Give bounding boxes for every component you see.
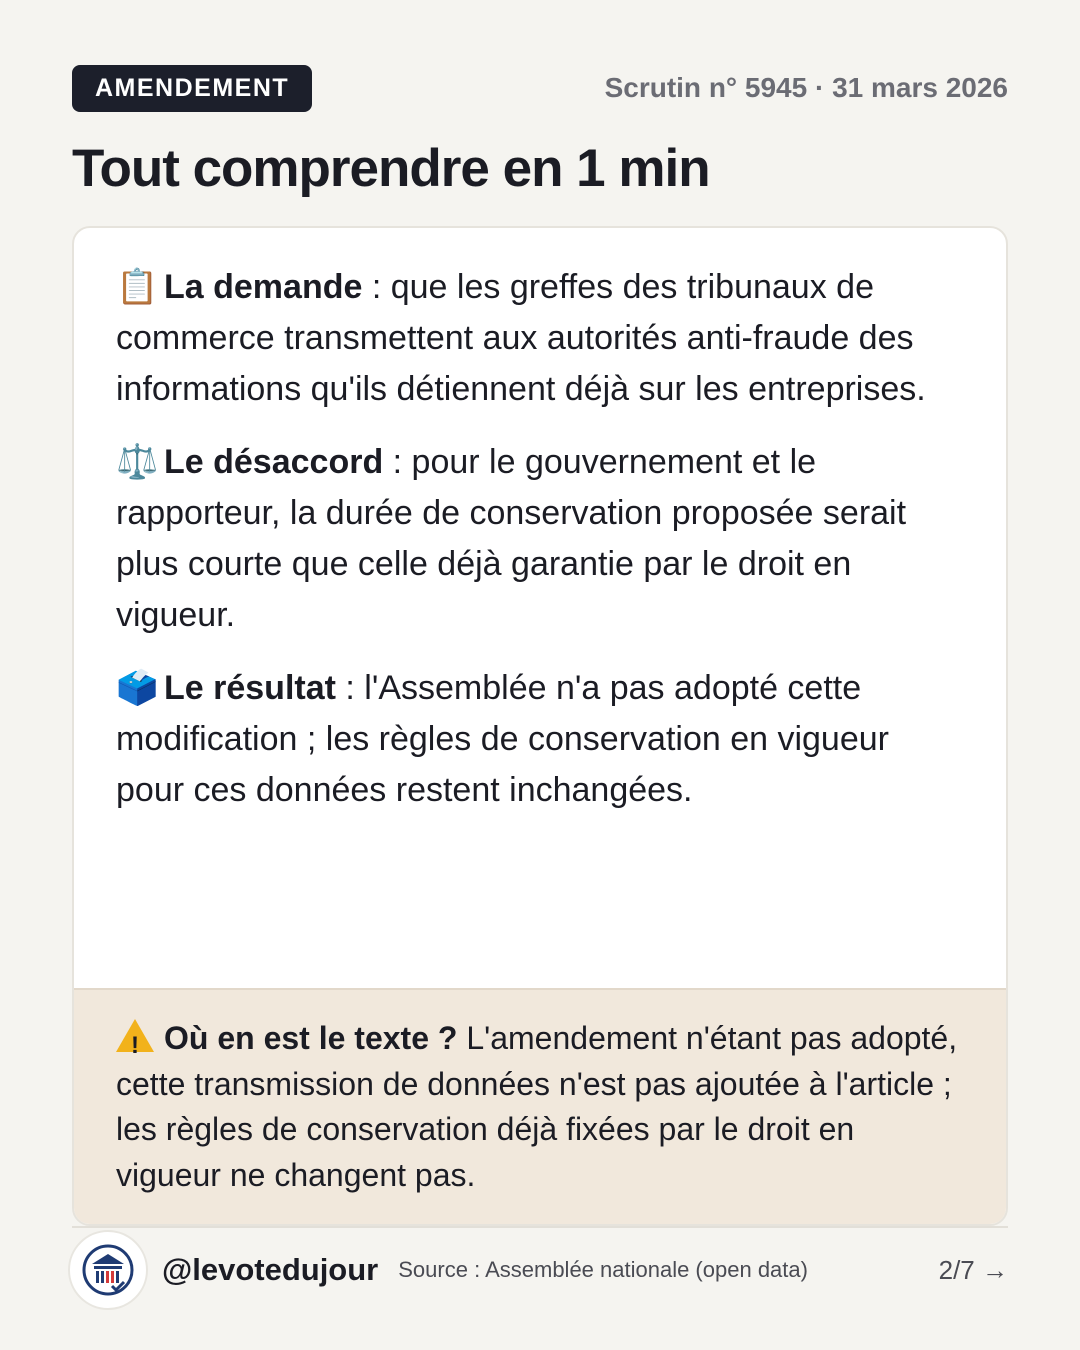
- status-note: [74, 988, 1006, 1224]
- summary-item-label: Le résultat: [164, 669, 336, 707]
- footer: [68, 1230, 1008, 1310]
- page-title: Tout comprendre en 1 min: [72, 139, 710, 198]
- summary-item-disagreement: [116, 437, 966, 641]
- summary-card: [72, 226, 1008, 1226]
- summary-item-text: : pour le gouvernement et le rapporteur, la durée de conservation proposée serait plus courte que celle déjà garantie par le droit en vigueur.: [116, 443, 907, 634]
- assembly-logo-icon: [82, 1244, 134, 1296]
- ballot-box-icon: 🗳️: [116, 668, 159, 708]
- account-handle[interactable]: @levotedujour: [162, 1252, 379, 1287]
- clipboard-icon: 📋: [116, 267, 159, 307]
- page-indicator[interactable]: 2/7 →: [938, 1254, 1008, 1285]
- status-note-text: L'amendement n'étant pas adopté, cette transmission de données n'est pas ajoutée à l'article ; les règles de conservation déjà fixées par le droit en vigueur ne changent pas.: [116, 1020, 958, 1193]
- avatar[interactable]: [68, 1230, 148, 1310]
- footer-divider: [72, 1226, 1008, 1228]
- type-badge: AMENDEMENT: [72, 65, 312, 112]
- source-credit: Source : Assemblée nationale (open data): [398, 1257, 808, 1282]
- header: [72, 64, 1008, 112]
- summary-body: [74, 228, 1006, 816]
- status-note-label: Où en est le texte ?: [164, 1020, 458, 1056]
- scales-icon: ⚖️: [116, 442, 159, 482]
- summary-item-text: : que les greffes des tribunaux de commerce transmettent aux autorités anti-fraude des informations qu'ils détiennent déjà sur les entreprises.: [116, 268, 926, 408]
- vote-meta: Scrutin n° 5945 · 31 mars 2026: [604, 72, 1008, 103]
- summary-item-result: [116, 663, 966, 816]
- summary-item-text: : l'Assemblée n'a pas adopté cette modification ; les règles de conservation en vigueur pour ces données restent inchangées.: [116, 669, 889, 809]
- summary-item-label: La demande: [164, 268, 363, 306]
- summary-item-demand: [116, 262, 966, 415]
- warning-icon: [116, 1019, 154, 1052]
- summary-item-label: Le désaccord: [164, 443, 384, 481]
